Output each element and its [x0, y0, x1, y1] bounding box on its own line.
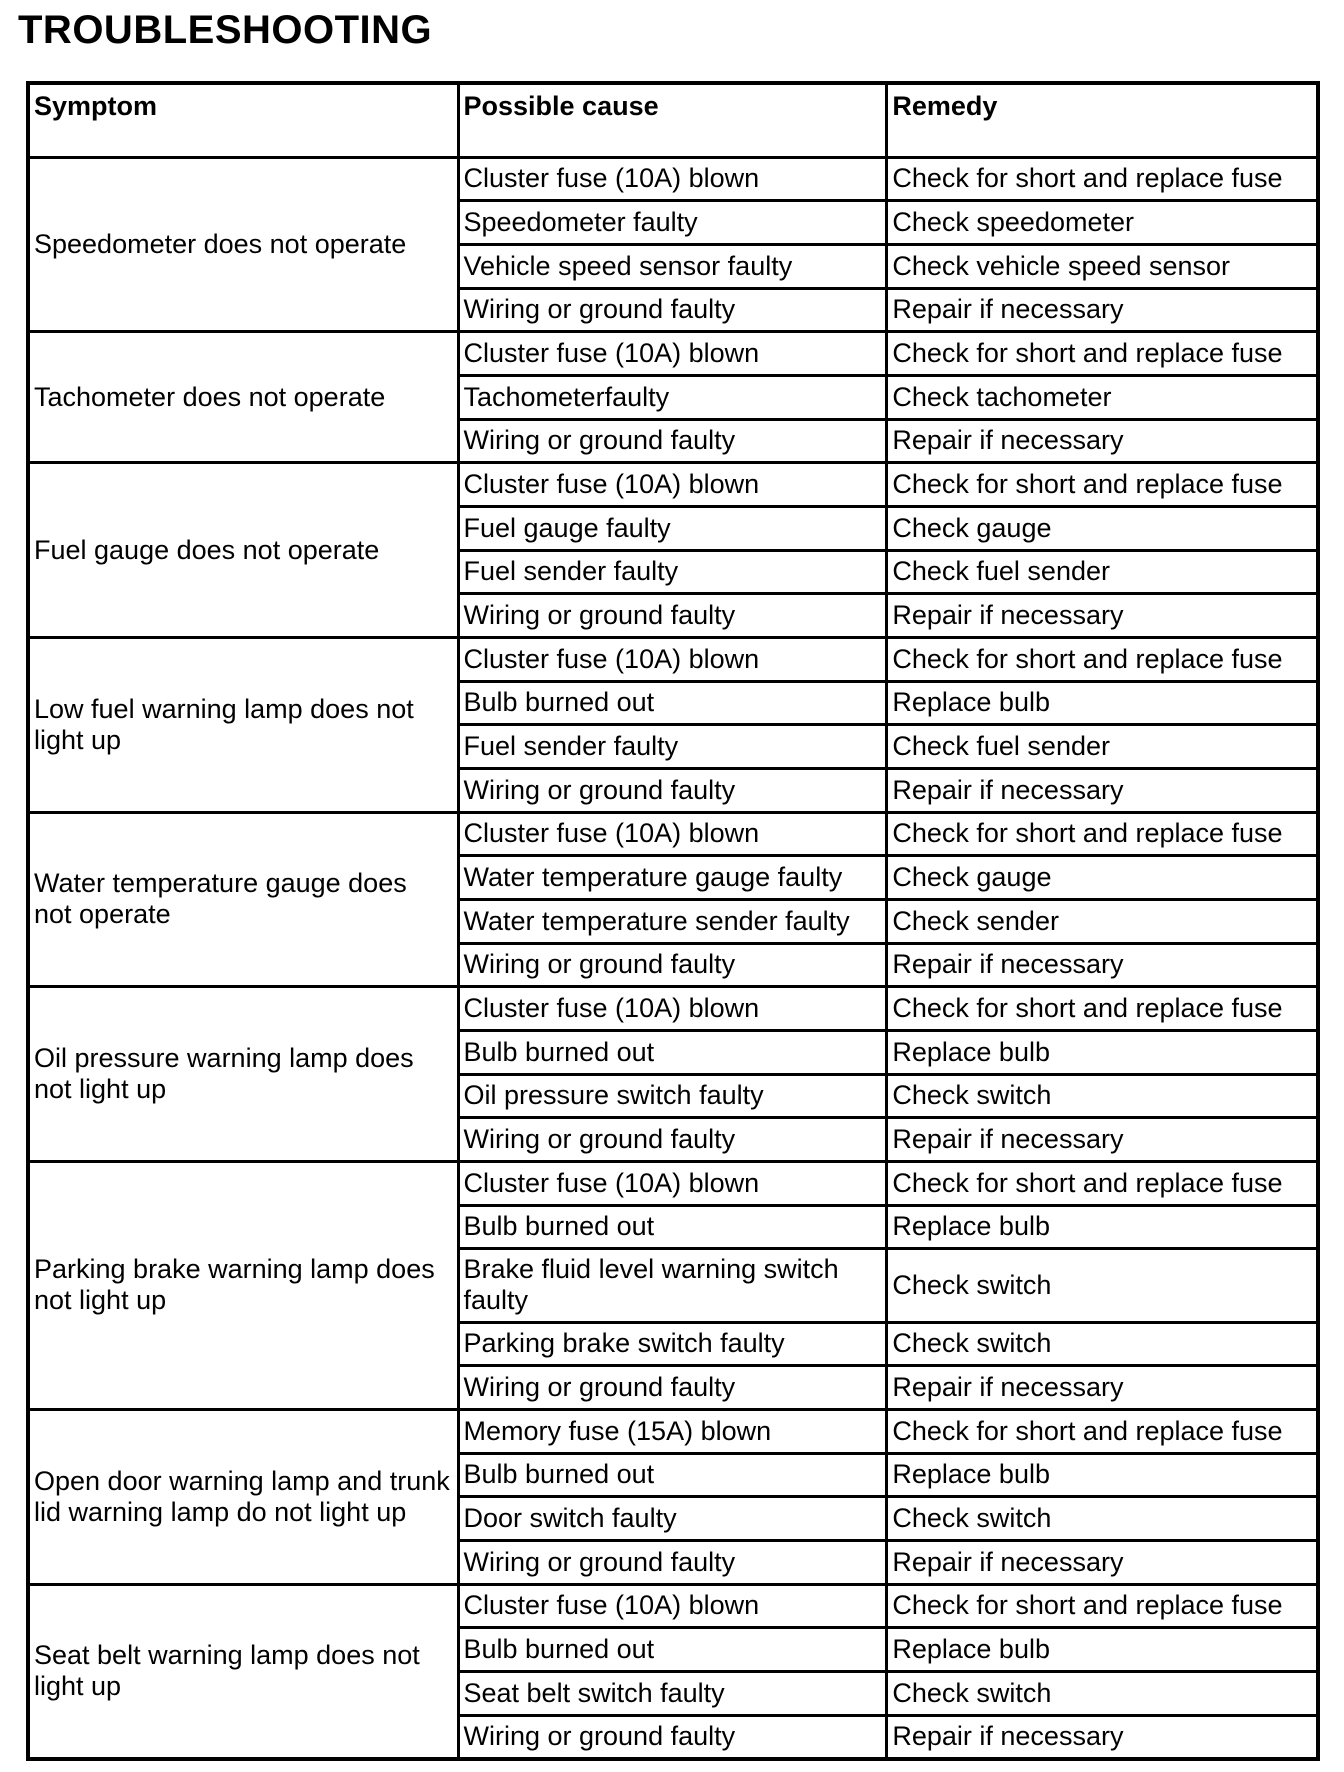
remedy-cell: Check for short and replace fuse — [887, 1409, 1318, 1453]
symptom-cell: Tachometer does not operate — [28, 332, 458, 463]
remedy-cell: Check vehicle speed sensor — [887, 244, 1318, 288]
remedy-cell: Check switch — [887, 1249, 1318, 1322]
remedy-cell: Repair if necessary — [887, 943, 1318, 987]
cause-cell: Bulb burned out — [458, 681, 887, 725]
remedy-cell: Repair if necessary — [887, 594, 1318, 638]
remedy-cell: Check for short and replace fuse — [887, 332, 1318, 376]
cause-cell: Wiring or ground faulty — [458, 768, 887, 812]
cause-cell: Brake fluid level warning switch faulty — [458, 1249, 887, 1322]
table-row — [28, 157, 1318, 201]
header-remedy: Remedy — [887, 83, 1318, 157]
cause-cell: Oil pressure switch faulty — [458, 1074, 887, 1118]
remedy-cell: Replace bulb — [887, 681, 1318, 725]
cause-cell: Wiring or ground faulty — [458, 1366, 887, 1410]
table-body — [28, 157, 1318, 1759]
remedy-cell: Check fuel sender — [887, 725, 1318, 769]
cause-cell: Fuel gauge faulty — [458, 506, 887, 550]
remedy-cell: Check switch — [887, 1671, 1318, 1715]
symptom-cell: Parking brake warning lamp does not light up — [28, 1161, 458, 1409]
cause-cell: Cluster fuse (10A) blown — [458, 332, 887, 376]
remedy-cell: Check for short and replace fuse — [887, 463, 1318, 507]
remedy-cell: Repair if necessary — [887, 1366, 1318, 1410]
table-row — [28, 1161, 1318, 1205]
troubleshooting-table-container — [26, 81, 1320, 1761]
remedy-cell: Repair if necessary — [887, 419, 1318, 463]
remedy-cell: Replace bulb — [887, 1453, 1318, 1497]
remedy-cell: Check switch — [887, 1322, 1318, 1366]
cause-cell: Cluster fuse (10A) blown — [458, 157, 887, 201]
remedy-cell: Check for short and replace fuse — [887, 1584, 1318, 1628]
remedy-cell: Check fuel sender — [887, 550, 1318, 594]
remedy-cell: Check switch — [887, 1074, 1318, 1118]
cause-cell: Cluster fuse (10A) blown — [458, 812, 887, 856]
cause-cell: Fuel sender faulty — [458, 725, 887, 769]
remedy-cell: Check for short and replace fuse — [887, 637, 1318, 681]
cause-cell: Cluster fuse (10A) blown — [458, 637, 887, 681]
remedy-cell: Replace bulb — [887, 1030, 1318, 1074]
cause-cell: Water temperature sender faulty — [458, 899, 887, 943]
remedy-cell: Check for short and replace fuse — [887, 987, 1318, 1031]
symptom-cell: Oil pressure warning lamp does not light up — [28, 987, 458, 1162]
remedy-cell: Replace bulb — [887, 1628, 1318, 1672]
table-row — [28, 1409, 1318, 1453]
symptom-cell: Water temperature gauge does not operate — [28, 812, 458, 987]
remedy-cell: Check sender — [887, 899, 1318, 943]
cause-cell: Speedometer faulty — [458, 201, 887, 245]
cause-cell: Wiring or ground faulty — [458, 1540, 887, 1584]
cause-cell: Water temperature gauge faulty — [458, 856, 887, 900]
table-row — [28, 463, 1318, 507]
page-title: TROUBLESHOOTING — [18, 8, 433, 52]
remedy-cell: Repair if necessary — [887, 1118, 1318, 1162]
header-possible-cause: Possible cause — [458, 83, 887, 157]
cause-cell: Cluster fuse (10A) blown — [458, 1584, 887, 1628]
remedy-cell: Check for short and replace fuse — [887, 157, 1318, 201]
remedy-cell: Replace bulb — [887, 1205, 1318, 1249]
remedy-cell: Repair if necessary — [887, 768, 1318, 812]
remedy-cell: Check gauge — [887, 506, 1318, 550]
remedy-cell: Repair if necessary — [887, 288, 1318, 332]
header-row — [28, 83, 1318, 157]
cause-cell: Parking brake switch faulty — [458, 1322, 887, 1366]
cause-cell: Cluster fuse (10A) blown — [458, 1161, 887, 1205]
remedy-cell: Repair if necessary — [887, 1715, 1318, 1759]
table-row — [28, 987, 1318, 1031]
cause-cell: Memory fuse (15A) blown — [458, 1409, 887, 1453]
cause-cell: Fuel sender faulty — [458, 550, 887, 594]
symptom-cell: Low fuel warning lamp does not light up — [28, 637, 458, 812]
cause-cell: Wiring or ground faulty — [458, 943, 887, 987]
cause-cell: Seat belt switch faulty — [458, 1671, 887, 1715]
cause-cell: Wiring or ground faulty — [458, 1715, 887, 1759]
remedy-cell: Check switch — [887, 1497, 1318, 1541]
cause-cell: Cluster fuse (10A) blown — [458, 463, 887, 507]
remedy-cell: Check speedometer — [887, 201, 1318, 245]
table-row — [28, 812, 1318, 856]
symptom-cell: Open door warning lamp and trunk lid warning lamp do not light up — [28, 1409, 458, 1584]
cause-cell: Wiring or ground faulty — [458, 594, 887, 638]
table-row — [28, 637, 1318, 681]
remedy-cell: Check for short and replace fuse — [887, 1161, 1318, 1205]
remedy-cell: Check for short and replace fuse — [887, 812, 1318, 856]
cause-cell: Vehicle speed sensor faulty — [458, 244, 887, 288]
header-symptom: Symptom — [28, 83, 458, 157]
symptom-cell: Fuel gauge does not operate — [28, 463, 458, 638]
table-row — [28, 332, 1318, 376]
remedy-cell: Repair if necessary — [887, 1540, 1318, 1584]
cause-cell: Tachometerfaulty — [458, 375, 887, 419]
cause-cell: Bulb burned out — [458, 1453, 887, 1497]
remedy-cell: Check gauge — [887, 856, 1318, 900]
table-row — [28, 1584, 1318, 1628]
symptom-cell: Seat belt warning lamp does not light up — [28, 1584, 458, 1759]
remedy-cell: Check tachometer — [887, 375, 1318, 419]
symptom-cell: Speedometer does not operate — [28, 157, 458, 332]
cause-cell: Cluster fuse (10A) blown — [458, 987, 887, 1031]
cause-cell: Wiring or ground faulty — [458, 1118, 887, 1162]
cause-cell: Wiring or ground faulty — [458, 288, 887, 332]
cause-cell: Wiring or ground faulty — [458, 419, 887, 463]
cause-cell: Bulb burned out — [458, 1030, 887, 1074]
troubleshooting-table — [26, 81, 1320, 1761]
cause-cell: Door switch faulty — [458, 1497, 887, 1541]
cause-cell: Bulb burned out — [458, 1628, 887, 1672]
cause-cell: Bulb burned out — [458, 1205, 887, 1249]
